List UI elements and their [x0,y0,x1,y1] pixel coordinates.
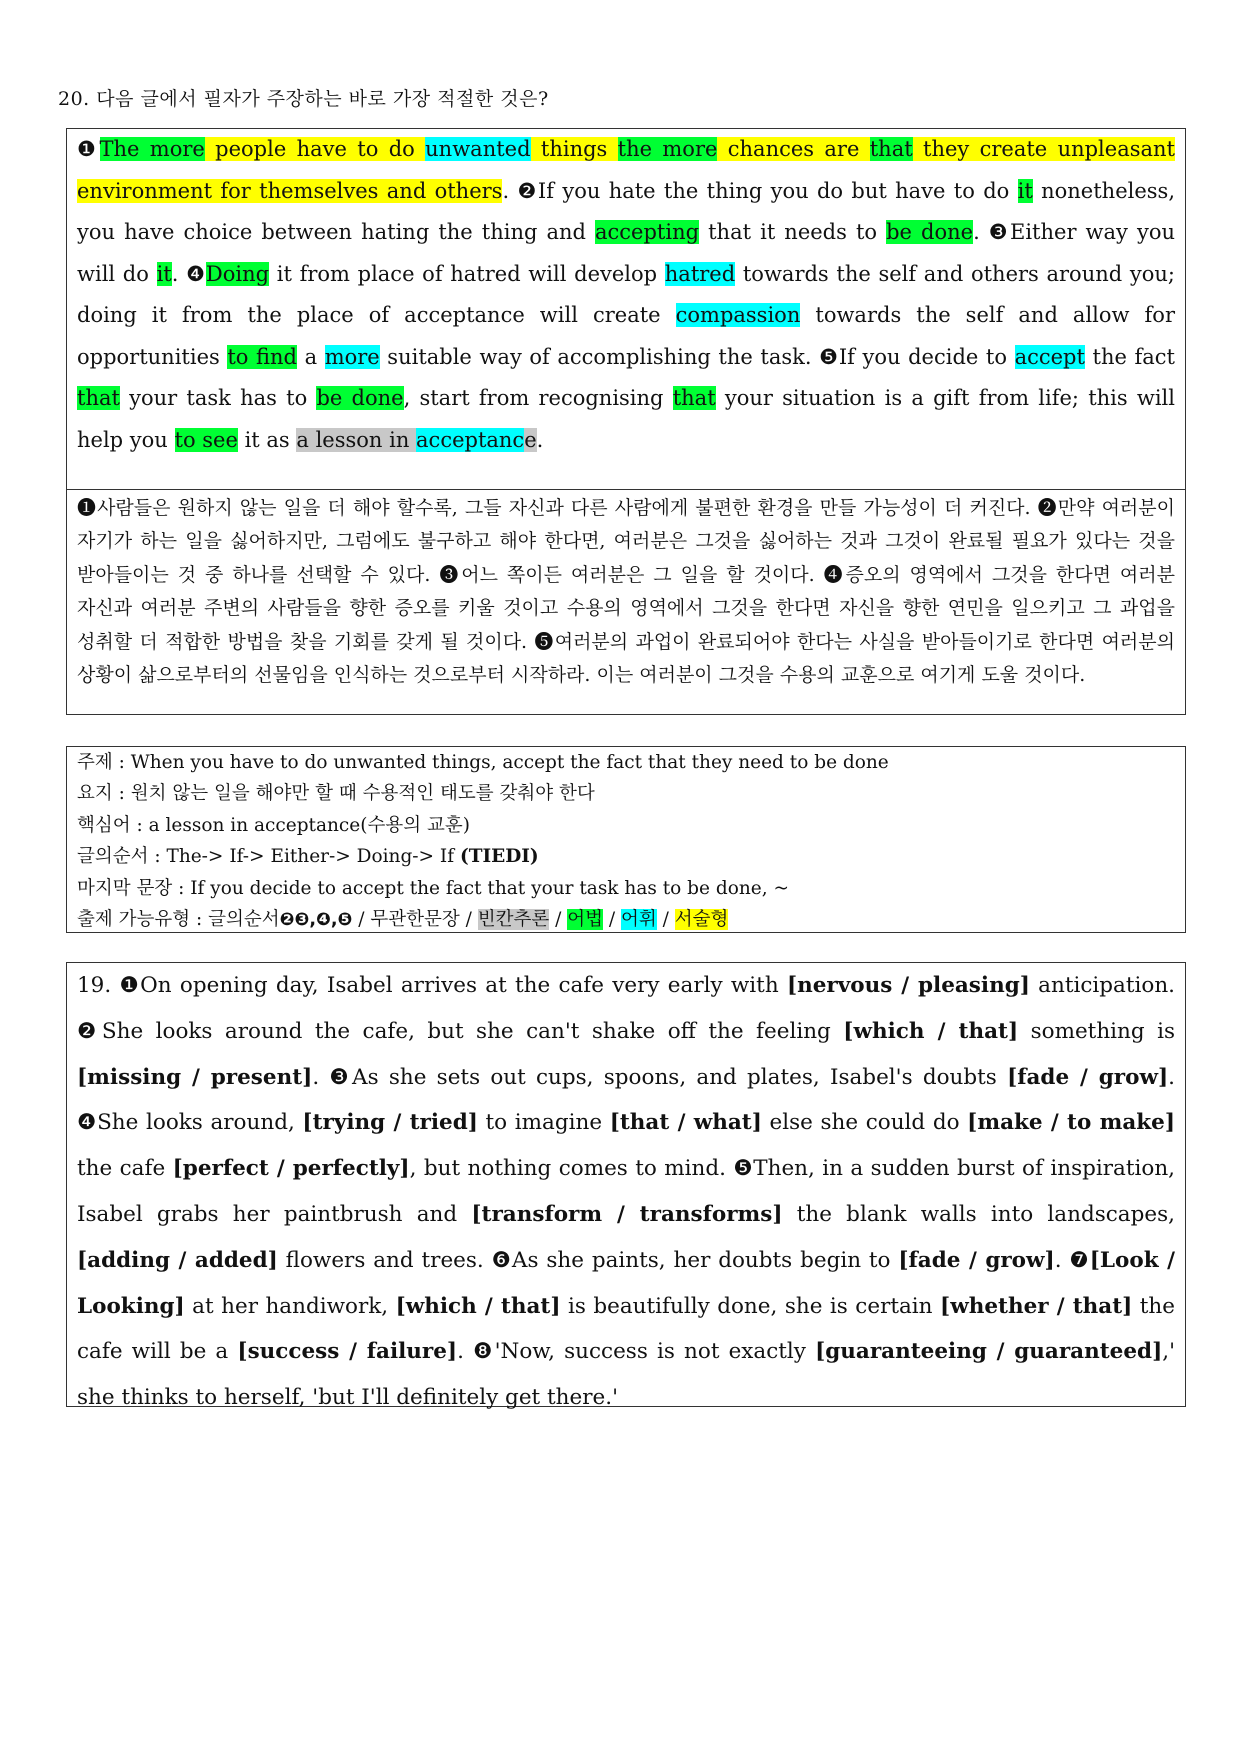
highlighted-phrase: hatred [664,261,736,286]
types-separator: / [656,909,675,931]
highlighted-phrase: unwanted [425,137,531,161]
answer-choice: [guaranteeing / guaranteed] [815,1339,1163,1365]
highlighted-phrase: more [324,344,380,369]
highlighted-phrase: people have to do [204,137,426,161]
types-separator: / [603,909,621,931]
type-essay: 서술형 [674,909,729,931]
gist-line: 요지 : 원치 않는 일을 해야만 할 때 수용적인 태도를 갖춰야 한다 [77,783,595,805]
type-vocabulary: 어휘 [621,909,657,931]
passage-text: . ❹ [171,261,206,286]
highlighted-phrase: the more [617,137,718,161]
passage-text: your situation is a gift from life; this will help you [77,386,1175,452]
highlighted-phrase: a lesson in [296,427,417,452]
highlighted-phrase: to see [174,427,238,452]
passage-text: suitable way of accomplishing the task. ❺If you decide to [379,344,1015,369]
passage-text: a [297,344,325,369]
question-text: . ❸As she sets out cups, spoons, and plates, Isabel's doubts [312,1064,1008,1090]
passage-translation: ❶사람들은 원하지 않는 일을 더 해야 할수록, 그들 자신과 다른 사람에게 불편한 환경을 만들 가능성이 더 커진다. ❷만약 여러분이 자기가 하는 일을 싫어하지만, 그럼에도 불구하고 해야 한다면, 여러분은 그것을 싫어하는 것과 그것이 완료될 필요가 있다는 것을 받아들이는 것 중 하나를 선택할 수 있다. ❸어느 쪽이든 여러분은 그 일을 할 것이다. ❹증오의 영역에서 그것을 한다면 여러분 자신과 여러분 주변의 사람들을 향한 증오를 키울 것이고 수용의 영역에서 그것을 한다면 자신을 향한 연민을 일으키고 그 과업을 성취할 더 적합한 방법을 찾을 기회를 갖게 될 것이다. ❺여러분의 과업이 완료되어야 한다는 사실을 받아들이기로 한다면 여러분의 상황이 삶으로부터의 선물임을 인식하는 것으로부터 시작하라. 이는 여러분이 그것을 수용의 교훈으로 여기게 도울 것이다. [66,489,1186,715]
highlighted-phrase: be done [316,386,404,410]
passage-text: towards the self and others around you; doing it from the place of acceptance will create [77,261,1175,327]
passage-text: , start from recognising [403,386,673,410]
highlighted-phrase: it [156,261,172,286]
order-label: 글의순서 : The-> If-> Either-> Doing-> If [77,846,460,868]
answer-choice: [missing / present] [77,1064,313,1090]
question-text: flowers and trees. ❻As she paints, her doubts begin to [277,1247,899,1273]
highlighted-phrase: that [869,137,913,161]
passage-text: towards the self and allow for opportunities [77,303,1175,369]
highlighted-phrase: be done [886,220,974,244]
highlighted-phrase: that [672,386,716,410]
answer-choice: [success / failure] [237,1339,458,1365]
answer-choice: [whether / that] [940,1293,1133,1319]
highlighted-phrase: accepting [595,220,700,244]
types-separator: / 무관한문장 / [352,909,478,931]
order-code: (TIEDI) [459,846,539,868]
last-sentence-line: 마지막 문장 : If you decide to accept the fact that your task has to be done, ~ [77,877,789,899]
highlighted-phrase: to find [227,344,297,369]
answer-choice: [perfect / perfectly] [172,1156,410,1182]
answer-choice: [transform / transforms] [471,1201,783,1227]
order-line [77,841,1175,872]
question-text: the cafe [77,1156,173,1182]
answer-choice: [trying / tried] [302,1110,478,1136]
question-text: to imagine [477,1110,610,1136]
question-text: at her handiwork, [184,1293,396,1319]
answer-choice: [which / that] [395,1293,561,1319]
question-20-passage [66,128,1186,490]
passage-text: it from place of hatred will develop [269,261,665,286]
question-text: something is [1018,1018,1176,1044]
passage-text: . ❸Either way you will do [77,220,1175,286]
answer-choice: [fade / grow] [898,1247,1055,1273]
keyword-line: 핵심어 : a lesson in acceptance(수용의 교훈) [77,814,470,836]
type-blank-inference: 빈칸추론 [477,909,550,931]
highlighted-phrase: chances are [717,137,870,161]
highlighted-phrase: compassion [675,303,801,327]
highlighted-phrase: acceptanc [416,427,525,452]
highlighted-phrase: The more [99,137,205,161]
question-20-title: 20. 다음 글에서 필자가 주장하는 바로 가장 적절한 것은? [58,88,549,110]
answer-choice: [that / what] [609,1110,762,1136]
answer-choice: [fade / grow] [1007,1064,1169,1090]
passage-text: ❶ [77,137,100,161]
type-grammar: 어법 [567,909,603,931]
question-19-passage [66,962,1186,1411]
answer-choice: [nervous / pleasing] [786,973,1030,998]
question-text: ,' she thinks to herself, 'but I'll definitely get there.' [77,1339,1175,1411]
highlighted-phrase: it [1017,178,1033,203]
answer-choice: [which / that] [843,1018,1019,1044]
passage-text: it as [237,427,297,452]
highlighted-phrase: e [524,427,537,452]
passage-text: the fact [1084,344,1175,369]
question-text: the blank walls into landscapes, [782,1201,1175,1227]
types-prefix: 출제 가능유형 : 글의순서 [77,909,280,931]
passage-text: your task has to [119,386,317,410]
highlighted-phrase: they create unpleasant environment for themselves and others [77,137,1175,203]
question-text: . ❼ [1054,1247,1090,1273]
highlighted-phrase: accept [1014,344,1085,369]
summary-box [66,746,1186,933]
passage-text: . [536,427,544,452]
types-separator: / [549,909,568,931]
question-types-line [77,904,1175,936]
question-text: is beautifully done, she is certain [560,1293,941,1319]
highlighted-phrase: things [530,137,618,161]
highlighted-phrase: Doing [205,261,270,286]
passage-text: . ❷If you hate the thing you do but have to do [502,178,1018,203]
question-text: anticipation. ❷She looks around the cafe, but she can't shake off the feeling [77,973,1176,1044]
question-text: the cafe will be a [77,1293,1175,1365]
question-text: . ❽'Now, success is not exactly [457,1339,816,1365]
question-text: 19. ❶On opening day, Isabel arrives at the cafe very early with [77,973,787,998]
answer-choice: [adding / added] [77,1247,278,1273]
answer-choice: [Look / Looking] [77,1247,1175,1319]
question-text: else she could do [761,1110,968,1136]
passage-text: nonetheless, you have choice between hating the thing and [77,178,1175,244]
question-text: , but nothing comes to mind. ❺Then, in a sudden burst of inspiration, Isabel grabs her paintbrush and [77,1156,1176,1227]
question-text: . ❹She looks around, [77,1064,1175,1136]
topic-line: 주제 : When you have to do unwanted things, accept the fact that they need to be done [77,752,889,773]
highlighted-phrase: that [77,386,120,410]
passage-text: that it needs to [699,220,887,244]
types-numbers: ❷❸,❹,❺ [279,910,353,931]
answer-choice: [make / to make] [967,1110,1175,1136]
